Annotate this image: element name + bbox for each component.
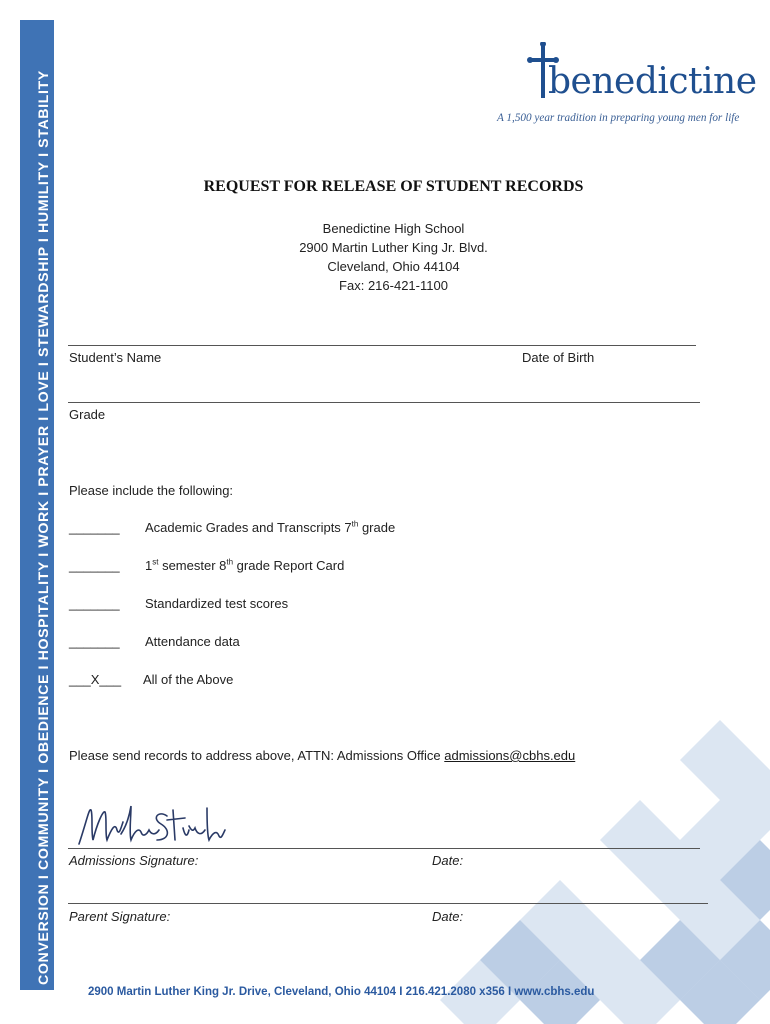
footer-contact: 2900 Martin Luther King Jr. Drive, Cleveland, Ohio 44104 I 216.421.2080 x356 I www.cbhs.edu [88,986,595,998]
dob-label: Date of Birth [522,350,595,365]
page-title: REQUEST FOR RELEASE OF STUDENT RECORDS [203,178,584,195]
address-line-4: Fax: 216-421-1100 [339,278,448,293]
admissions-date-label: Date: [432,853,464,868]
logo-wordmark: benedictine [548,61,757,102]
address-line-1: Benedictine High School [322,221,465,236]
grade-field[interactable] [68,402,700,403]
address-line-2: 2900 Martin Luther King Jr. Blvd. [299,240,488,255]
parent-signature-field[interactable] [68,903,708,904]
address-line-3: Cleveland, Ohio 44104 [327,259,460,274]
tagline: A 1,500 year tradition in preparing young men for life [497,112,740,124]
email-link[interactable]: admissions@cbhs.edu [444,748,576,763]
admissions-signature-field[interactable] [68,848,700,849]
include-label: Please include the following: [69,483,234,498]
values-text: CONVERSION I COMMUNITY I OBEDIENCE I HOSPITALITY I WORK I PRAYER I LOVE I STEWARDSHIP I HUMILITY I STABILITY [36,70,52,985]
student-name-label: Student’s Name [69,350,162,365]
student-name-field[interactable] [68,345,696,346]
grade-label: Grade [69,407,106,422]
checkbox-all[interactable]: ___X___ [69,672,122,687]
item-test-scores-label: Standardized test scores [145,596,289,611]
checkbox-transcripts[interactable]: _______ [69,520,120,535]
item-report-card-label: 1st semester 8th grade Report Card [145,557,345,573]
item-all-label: All of the Above [143,672,234,687]
checkbox-report-card[interactable]: _______ [69,558,120,573]
item-attendance-label: Attendance data [145,634,240,649]
checkbox-attendance[interactable]: _______ [69,634,120,649]
handwritten-signature [77,800,227,850]
send-instructions: Please send records to address above, ATTN: Admissions Office admissions@cbhs.edu [69,748,576,763]
admissions-signature-label: Admissions Signature: [69,853,199,868]
checkbox-test-scores[interactable]: _______ [69,596,120,611]
parent-signature-label: Parent Signature: [69,909,171,924]
item-transcripts-label: Academic Grades and Transcripts 7th grade [145,519,396,535]
parent-date-label: Date: [432,909,464,924]
